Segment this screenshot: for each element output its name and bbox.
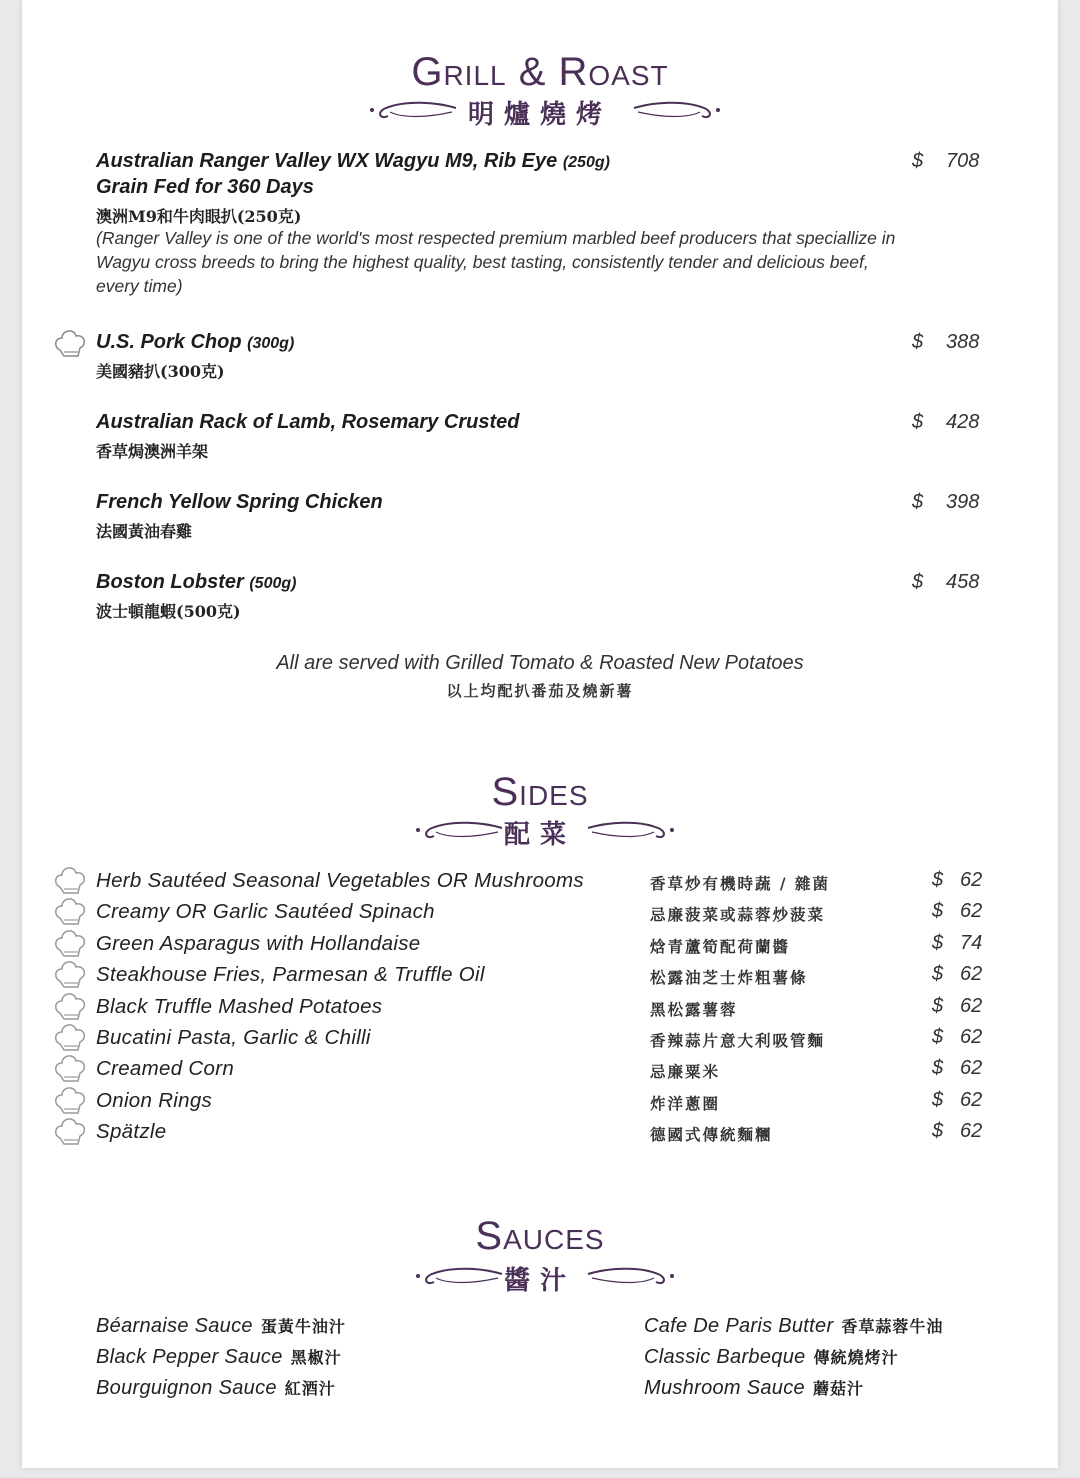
currency-symbol: $: [912, 491, 924, 513]
price-value: 74: [960, 931, 983, 954]
side-item-chinese-name: 炸洋蔥圈: [650, 1093, 721, 1113]
chef-hat-icon: [52, 1051, 88, 1085]
price-value: 62: [960, 1057, 983, 1080]
grill-item-name-line2: Grain Fed for 360 Days: [96, 176, 314, 198]
side-item-price: [932, 900, 982, 923]
sauce-name: Mushroom Sauce: [644, 1377, 805, 1399]
sauce-name: Black Pepper Sauce: [96, 1346, 283, 1368]
price-value: 62: [960, 1088, 983, 1111]
sauce-name-chinese: 傳統燒烤汁: [813, 1348, 899, 1367]
sauce-name: Bourguignon Sauce: [96, 1377, 277, 1399]
chef-hat-icon: [52, 1020, 88, 1054]
grill-item-chinese-name: 香草焗澳洲羊架: [96, 442, 209, 461]
flourish-right-ornament: [632, 96, 724, 126]
currency-symbol: $: [912, 331, 924, 353]
chef-hat-icon: [52, 926, 88, 960]
side-item-price: [932, 1120, 982, 1143]
sauce-item: [644, 1376, 864, 1400]
grill-item-price: [912, 331, 986, 354]
currency-symbol: $: [932, 994, 944, 1017]
side-item-chinese-name: 香草炒有機時蔬 / 雜菌: [650, 874, 830, 893]
side-item-chinese-name: 松露油芝士炸粗薯條: [650, 968, 808, 988]
item-title: U.S. Pork Chop: [96, 331, 242, 353]
grill-section-subtitle: 明爐燒烤: [467, 100, 612, 130]
sauce-item: [644, 1345, 899, 1369]
currency-symbol: $: [932, 931, 944, 954]
grill-item-price: [912, 150, 986, 173]
sauce-item: [644, 1314, 943, 1338]
item-title: Boston Lobster: [96, 571, 244, 593]
side-item-chinese-name: 焓青蘆筍配荷蘭醬: [650, 936, 791, 956]
sides-section-title: Sides: [491, 770, 589, 814]
menu-page: [22, 0, 1058, 1468]
grill-item-name: [96, 331, 294, 354]
sauce-item: [96, 1376, 336, 1400]
price-value: 708: [946, 150, 980, 172]
sauce-name-chinese: 黑椒汁: [290, 1348, 342, 1367]
sides-section-subtitle: 配菜: [503, 820, 576, 850]
chef-hat-icon: [52, 1114, 88, 1148]
sauces-section-title: Sauces: [475, 1214, 605, 1258]
grill-item-chinese-name: 美國豬扒(300克): [96, 362, 225, 381]
currency-symbol: $: [932, 1120, 944, 1143]
item-weight: (500g): [249, 575, 297, 592]
price-value: 458: [946, 571, 980, 593]
sauce-name-chinese: 香草蒜蓉牛油: [841, 1317, 944, 1336]
side-item-price: [932, 1026, 982, 1049]
side-item-chinese-name: 忌廉粟米: [650, 1062, 721, 1082]
grill-item-price: [912, 491, 986, 514]
grill-section-title: Grill & Roast: [411, 50, 669, 94]
price-value: 62: [960, 963, 983, 986]
item-title: Australian Ranger Valley WX Wagyu M9, Rib Eye: [96, 150, 558, 172]
side-item-chinese-name: 德國式傳統麵糰: [650, 1125, 773, 1145]
price-value: 428: [946, 411, 980, 433]
grill-item-name: [96, 150, 610, 173]
sauce-name-chinese: 蘑菇汁: [812, 1379, 864, 1398]
price-value: 398: [946, 491, 980, 513]
sauce-name-chinese: 蛋黃牛油汁: [260, 1317, 346, 1336]
side-item-price: [932, 932, 982, 955]
chef-hat-icon: [52, 957, 88, 991]
price-value: 62: [960, 1026, 983, 1048]
sauce-item: [96, 1314, 346, 1338]
side-item-name: Black Truffle Mashed Potatoes: [96, 994, 383, 1018]
chef-hat-icon: [52, 326, 88, 360]
side-item-name: Steakhouse Fries, Parmesan & Truffle Oil: [96, 963, 485, 987]
side-item-price: [932, 1089, 982, 1112]
grill-serving-note-chinese: 以上均配扒番茄及燒新薯: [446, 682, 634, 700]
currency-symbol: $: [932, 900, 944, 923]
side-item-name: Creamy OR Garlic Sautéed Spinach: [96, 900, 435, 924]
side-item-price: [932, 1057, 982, 1080]
side-item-price: [932, 995, 982, 1018]
side-item-chinese-name: 黑松露薯蓉: [650, 999, 738, 1019]
item-weight: (250g): [562, 154, 610, 171]
grill-item-name: [96, 571, 296, 594]
side-item-name: Onion Rings: [96, 1088, 213, 1112]
flourish-right-ornament: [586, 816, 678, 846]
price-value: 388: [946, 331, 980, 353]
currency-symbol: $: [932, 869, 944, 891]
chef-hat-icon: [52, 894, 88, 928]
item-weight: (300g): [247, 335, 295, 352]
side-item-price: [932, 963, 982, 986]
price-value: 62: [960, 869, 983, 891]
grill-serving-note: All are served with Grilled Tomato & Roasted New Potatoes: [276, 652, 804, 674]
price-value: 62: [960, 994, 983, 1017]
currency-symbol: $: [932, 1057, 944, 1080]
grill-item-chinese-name: 法國黃油春雞: [96, 522, 193, 541]
grill-item-description: (Ranger Valley is one of the world's most respected premium marbled beef producers that speciallize in Wagyu cross breeds to bring the highest quality, best tasting, consistently tender and delicious beef, every time): [96, 228, 896, 296]
side-item-name: Spätzle: [96, 1120, 167, 1144]
sauces-section-subtitle: 醬汁: [503, 1266, 576, 1296]
side-item-chinese-name: 忌廉菠菜或蒜蓉炒菠菜: [650, 905, 826, 925]
side-item-name: Creamed Corn: [96, 1057, 235, 1081]
currency-symbol: $: [932, 1026, 944, 1048]
chef-hat-icon: [52, 1083, 88, 1117]
grill-item-name: Australian Rack of Lamb, Rosemary Crusted: [96, 411, 520, 433]
flourish-right-ornament: [586, 1262, 678, 1292]
currency-symbol: $: [912, 571, 924, 593]
chef-hat-icon: [52, 989, 88, 1023]
grill-item-name: French Yellow Spring Chicken: [96, 491, 383, 513]
currency-symbol: $: [912, 150, 924, 172]
chef-hat-icon: [52, 863, 88, 897]
currency-symbol: $: [932, 963, 944, 986]
side-item-name: Herb Sautéed Seasonal Vegetables OR Mushrooms: [96, 869, 584, 892]
currency-symbol: $: [912, 411, 924, 433]
price-value: 62: [960, 900, 983, 923]
sauce-item: [96, 1345, 342, 1369]
sauce-name: Béarnaise Sauce: [96, 1315, 253, 1337]
side-item-price: [932, 869, 982, 892]
grill-item-chinese-name: 澳洲M9和牛肉眼扒(250克): [96, 207, 302, 226]
side-item-name: Green Asparagus with Hollandaise: [96, 931, 421, 955]
currency-symbol: $: [932, 1088, 944, 1111]
grill-item-chinese-name: 波士頓龍蝦(500克): [96, 602, 241, 621]
grill-item-price: [912, 411, 986, 434]
grill-item-price: [912, 571, 986, 594]
side-item-name: Bucatini Pasta, Garlic & Chilli: [96, 1026, 371, 1049]
price-value: 62: [960, 1120, 983, 1143]
sauce-name: Cafe De Paris Butter: [644, 1315, 834, 1337]
sauce-name-chinese: 紅酒汁: [284, 1379, 336, 1398]
sauce-name: Classic Barbeque: [644, 1346, 806, 1368]
side-item-chinese-name: 香辣蒜片意大利吸管麵: [650, 1031, 826, 1050]
